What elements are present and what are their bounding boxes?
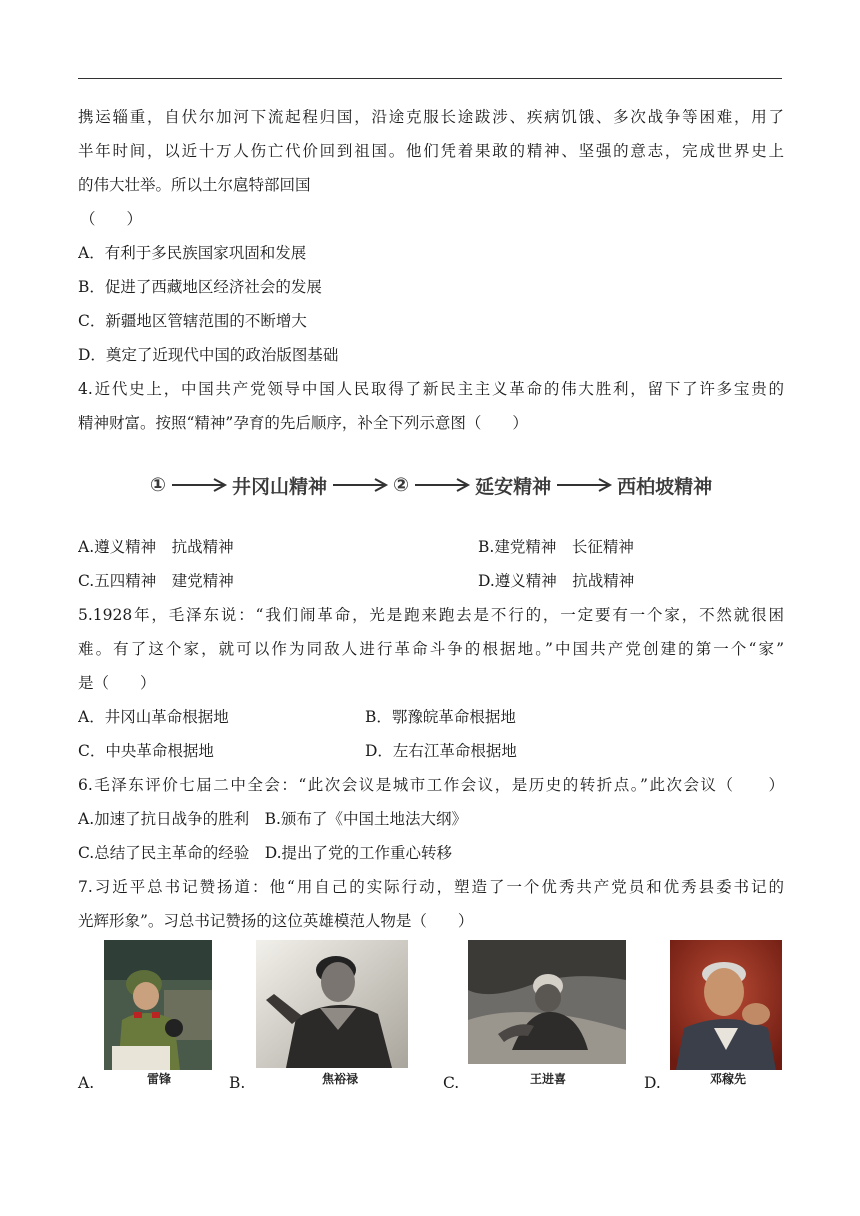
question-3-text-line-2: 半年时间，以近十万人伤亡代价回到祖国。他们凭着果敢的精神、坚强的意志，完成世界史上	[78, 142, 784, 160]
question-5-text-line-1: 5.1928年，毛泽东说：“我们闹革命，光是跑来跑去是不行的，一定要有一个家，不然就很困	[78, 606, 784, 624]
question-5-option-d: D．左右江革命根据地	[365, 742, 517, 760]
flow-node-3: ②	[392, 474, 410, 496]
question-5-options-row-1	[78, 700, 784, 734]
question-3-option-d: D．奠定了近现代中国的政治版图基础	[78, 346, 339, 364]
document-body	[78, 100, 784, 1090]
question-3-text-line-1: 携运辎重，自伏尔加河下流起程归国，沿途克服长途跋涉、疾病饥饿、多次战争等困难，用了	[78, 108, 784, 126]
header-rule	[78, 78, 782, 79]
question-3-text-line-3: 的伟大壮举。所以土尔扈特部回国	[78, 176, 311, 194]
question-7-photo-options	[78, 940, 784, 1090]
flow-arrow-icon	[331, 478, 389, 492]
question-7-option-a-letter: A.	[78, 1074, 95, 1092]
portrait-caption-a: 雷锋	[146, 1072, 171, 1086]
question-3-answer-blank: （ ）	[80, 210, 143, 228]
spirit-flow-diagram	[78, 440, 784, 530]
question-4-options-row-2	[78, 564, 784, 598]
question-5-option-b: B．鄂豫皖革命根据地	[365, 708, 516, 726]
flow-node-4: 延安精神	[475, 475, 552, 498]
question-6-options-row-2: C.总结了民主革命的经验 D.提出了党的工作重心转移	[78, 844, 453, 862]
portrait-photo-a	[104, 940, 212, 1070]
question-4-text-line-1: 4.近代史上，中国共产党领导中国人民取得了新民主主义革命的伟大胜利，留下了许多宝贵的	[78, 380, 784, 398]
question-4	[78, 372, 784, 598]
portrait-caption-b: 焦裕禄	[321, 1072, 358, 1086]
question-5-text-line-2: 难。有了这个家，就可以作为同敌人进行革命斗争的根据地。”中国共产党创建的第一个“家”	[78, 640, 784, 658]
portrait-photo-c	[468, 940, 626, 1064]
question-3-option-c: C．新疆地区管辖范围的不断增大	[78, 312, 307, 330]
question-5-option-c: C．中央革命根据地	[78, 742, 214, 760]
question-4-option-a: A.遵义精神 抗战精神	[78, 538, 234, 556]
question-5-text-line-3: 是（ ）	[78, 674, 156, 692]
portrait-caption-c: 王进喜	[529, 1072, 566, 1086]
question-7-option-c-letter: C.	[443, 1074, 460, 1092]
question-6-options-row-1: A.加速了抗日战争的胜利 B.颁布了《中国土地法大纲》	[78, 810, 467, 828]
question-7	[78, 870, 784, 1090]
flow-node-1: ①	[149, 474, 166, 496]
question-4-option-c: C.五四精神 建党精神	[78, 572, 234, 590]
flow-node-2: 井冈山精神	[231, 475, 327, 498]
flow-node-5: 西柏坡精神	[617, 475, 713, 498]
question-5	[78, 598, 784, 768]
flow-arrow-icon	[170, 478, 228, 492]
question-3-option-b: B．促进了西藏地区经济社会的发展	[78, 278, 322, 296]
question-4-option-b: B.建党精神 长征精神	[478, 538, 634, 556]
portrait-caption-d: 邓稼先	[709, 1072, 746, 1086]
question-6-text-line: 6.毛泽东评价七届二中全会：“此次会议是城市工作会议，是历史的转折点。”此次会议（ ）	[78, 776, 784, 794]
portrait-photo-b	[256, 940, 408, 1068]
question-5-options-row-2	[78, 734, 784, 768]
flow-arrow-icon	[555, 478, 613, 492]
question-7-option-d-letter: D.	[644, 1074, 661, 1092]
flow-arrow-icon	[413, 478, 471, 492]
portrait-photo-d	[670, 940, 782, 1070]
question-3-option-a: A．有利于多民族国家巩固和发展	[78, 244, 307, 262]
question-5-option-a: A．井冈山革命根据地	[78, 708, 229, 726]
question-7-text-line-2: 光辉形象”。习总书记赞扬的这位英雄模范人物是（ ）	[78, 912, 474, 930]
question-3	[78, 100, 784, 372]
question-6	[78, 768, 784, 870]
question-7-option-b-letter: B.	[229, 1074, 246, 1092]
question-4-text-line-2: 精神财富。按照“精神”孕育的先后顺序，补全下列示意图（ ）	[78, 414, 528, 432]
question-7-text-line-1: 7.习近平总书记赞扬道：他“用自己的实际行动，塑造了一个优秀共产党员和优秀县委书记的	[78, 878, 784, 896]
question-4-options-row-1	[78, 530, 784, 564]
question-4-option-d: D.遵义精神 抗战精神	[478, 572, 635, 590]
